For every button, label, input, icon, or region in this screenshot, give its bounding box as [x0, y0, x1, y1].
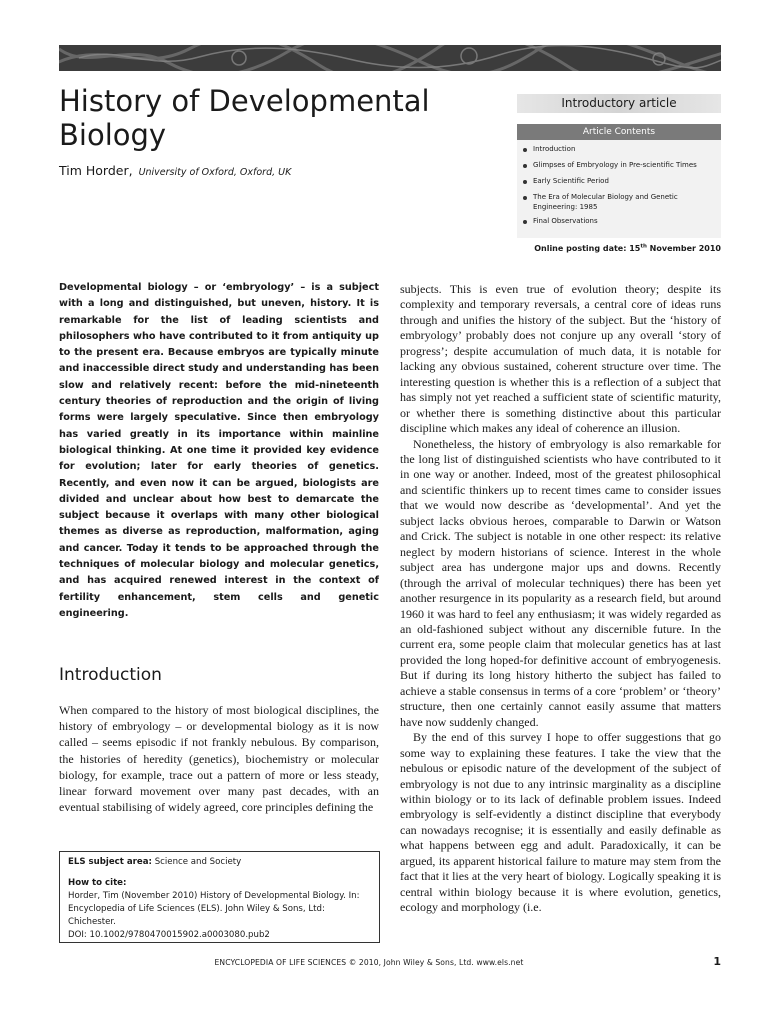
body-paragraph-2: Nonetheless, the history of embryology is also remarkable for the long list of distinguished scientists who have contributed to it in one way or another. Indeed, most of the greatest philosophical and scientific thinkers up to recent times came to consider issues that we would now describe as ‘developmental’. And yet the subject lacks obvious heroes, comparable to Darwin or Watson and Crick. The subject is notable in one other respect: its relative neglect by modern historians of science. Interest in the whole subject area has undergone major ups and downs. Recently (through the arrival of molecular techniques) there has been yet another resurgence in its popularity as a research field, but around 1960 it was hard to feel any enthusiasm; it was widely regarded as an old-fashioned subject without any discernible future. In the current era, some people claim that molecular genetics has at last provided the long hoped-for definitive account of embryogenesis. But if during its long history hitherto the subject has failed to achieve a stable consensus in terms of a core ‘problem’ or ‘theory’ structure, then one certainly cannot easily assume that matters have now suddenly changed.: [400, 436, 721, 729]
citation-doi[interactable]: DOI: 10.1002/9780470015902.a0003080.pub2: [68, 930, 270, 940]
banner-pattern: [59, 45, 721, 71]
citation-line-2: Encyclopedia of Life Sciences (ELS). John Wiley & Sons, Ltd: Chichester.: [68, 904, 325, 927]
body-paragraph-3: By the end of this survey I hope to offer suggestions that go some way to explaining these features. I take the view that the nebulous or episodic nature of the development of the subject of embryology is not due to any intrinsic marginality as a discipline within biology or to its lack of definable problem issues. Indeed embryology is self-evidently a distinct discipline that everybody can nowadays recognise; it is essentially and easily definable as what happens between egg and adult. Paradoxically, it can be argued, its apparent historical failure to mature may stem from the fact that it lies at the very heart of biology. Logically speaking it is central within biology because it is where evolution, genetics, ecology and morphology (i.e.: [400, 730, 721, 915]
contents-item[interactable]: Glimpses of Embryology in Pre-scientific Times: [522, 160, 715, 170]
body-paragraph-1: subjects. This is even true of evolution theory; despite its complexity and temporary reversals, a central core of ideas runs through and unifies the history of the subject. But the ‘history of embryology’ probably does not conjure up any overall ‘story of progress’; despite accumulation of much data, it is notable for lacking any obvious sustained, coherent structure over time. The interesting question is whether this is a reflection of a subject that has simply not yet reached a sufficient state of scientific maturity, or whether there is something distinctive about this particular discipline which makes any ideal of coherence an illusion.: [400, 282, 721, 436]
contents-item[interactable]: The Era of Molecular Biology and Genetic Engineering: 1985: [522, 192, 715, 212]
header-banner: [59, 45, 721, 71]
title-line-1: History of Developmental: [59, 84, 430, 118]
article-title: [59, 84, 499, 152]
posting-date-prefix: Online posting date: 15: [534, 243, 641, 253]
contents-item[interactable]: Introduction: [522, 144, 715, 154]
contents-title: Article Contents: [517, 124, 721, 140]
title-line-2: Biology: [59, 118, 167, 152]
page-footer: ENCYCLOPEDIA OF LIFE SCIENCES © 2010, John Wiley & Sons, Ltd. www.els.net: [214, 958, 524, 967]
article-type-label: Introductory article: [517, 94, 721, 113]
subject-area-label: ELS subject area:: [68, 857, 152, 867]
posting-date: [517, 243, 721, 253]
abstract: Developmental biology – or ‘embryology’ – is a subject with a long and distinguished, but uneven, history. It is remarkable for the list of leading scientists and philosophers who have contributed to it from antiquity up to the present era. Because embryos are typically minute and inaccessible direct study and understanding has been slow and relatively recent: before the mid-nineteenth century theories of reproduction and the origin of living forms were largely speculative. Since then embryology has varied greatly in its importance within mainline biological thinking. At one time it provided key evidence for evolution; later for early theories of genetics. Recently, and even now it can be argued, biologists are divided and unclear about how best to demarcate the subject because it overlaps with many other biological themes as diverse as reproduction, malformation, aging and cancer. Today it tends to be approached through the techniques of molecular biology and molecular genetics, and has acquired renewed interest in the context of fertility enhancement, stem cells and genetic engineering.: [59, 282, 379, 619]
contents-item[interactable]: Final Observations: [522, 216, 715, 226]
how-to-cite-label: How to cite:: [68, 878, 127, 888]
article-contents-box: [517, 124, 721, 238]
author-name: Tim Horder,: [59, 163, 133, 178]
citation-box: [59, 851, 380, 943]
author-line: [59, 163, 291, 178]
author-affiliation: University of Oxford, Oxford, UK: [138, 167, 292, 178]
introduction-heading: Introduction: [59, 665, 162, 685]
introduction-paragraph: When compared to the history of most biological disciplines, the history of embryology – or developmental biology as it is now called – seems episodic if not frankly nebulous. By comparison, the histories of heredity (genetics), biochemistry or molecular biology, for example, trace out a pattern of more or less steady, linear forward movement over many past decades, with an eventual stabilising of widely agreed, core principles defining the: [59, 703, 379, 815]
subject-area-line: [68, 856, 371, 869]
citation-line-1: Horder, Tim (November 2010) History of Developmental Biology. In:: [68, 891, 360, 901]
subject-area-value: Science and Society: [151, 857, 242, 867]
contents-item[interactable]: Early Scientific Period: [522, 176, 715, 186]
body-column-right: [400, 282, 721, 916]
page-number: 1: [713, 955, 721, 968]
posting-date-suffix-sup: th: [640, 243, 647, 249]
posting-date-month: November 2010: [646, 243, 721, 253]
contents-list: [517, 144, 721, 226]
